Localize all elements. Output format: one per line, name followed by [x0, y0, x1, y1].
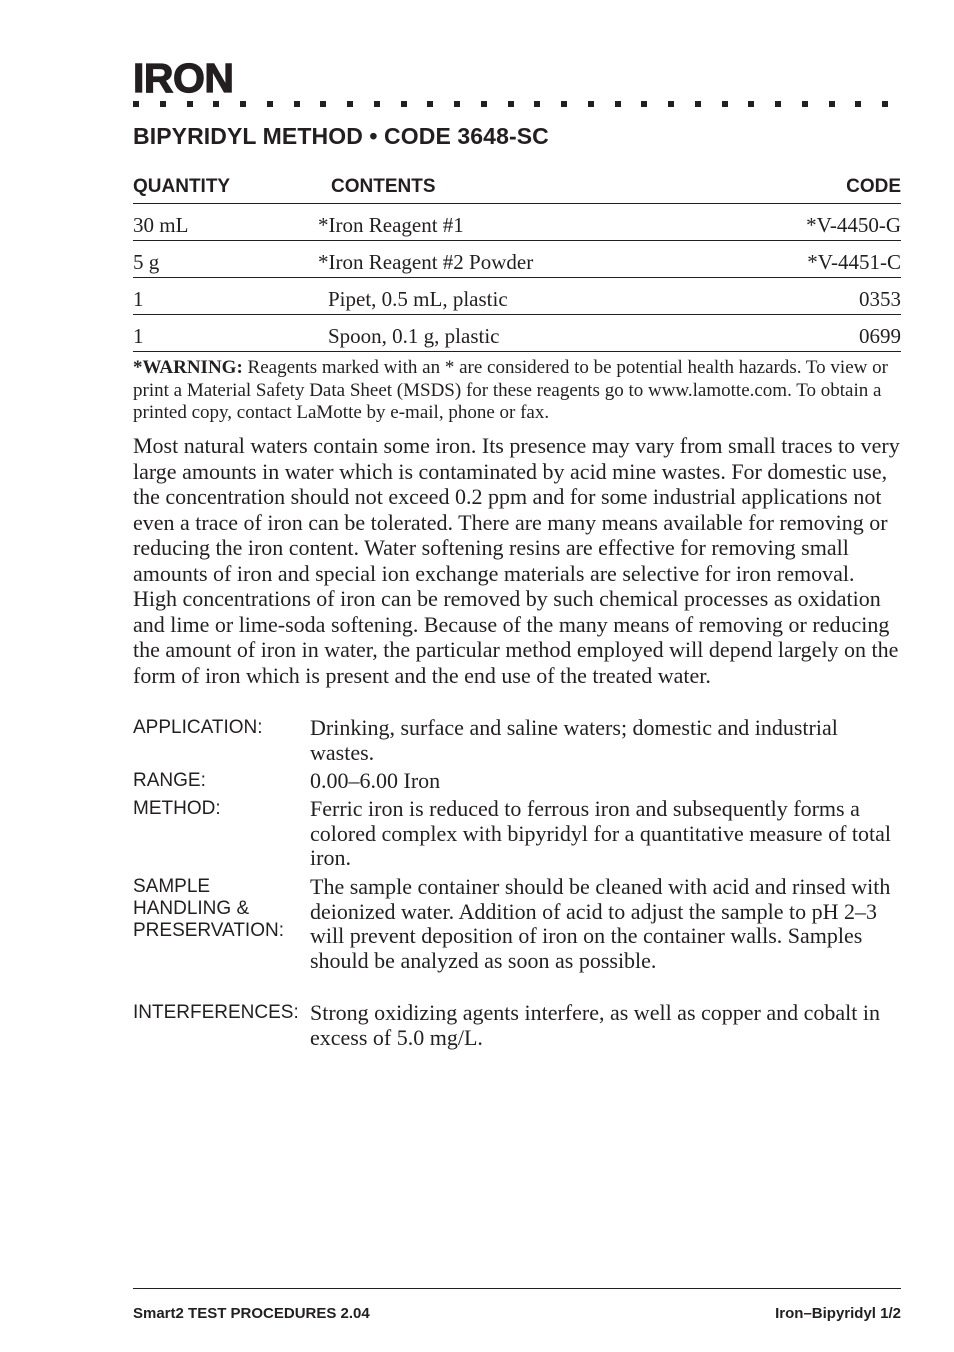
contents-table — [133, 175, 901, 352]
cell-code: 0699 — [859, 324, 901, 348]
divider-dot — [802, 101, 808, 107]
cell-code: *V-4451-C — [807, 250, 901, 274]
divider-dot — [722, 101, 728, 107]
divider-dot — [534, 101, 540, 107]
spec-value: The sample container should be cleaned with acid and rinsed with deionized water. Addition of acid to adjust the sample to pH 2–3 will prevent deposition of iron on the container walls. Samples should be analyzed as soon as possible. — [310, 874, 891, 973]
table-row — [133, 278, 901, 315]
divider-dot — [240, 101, 246, 107]
intro-paragraph: Most natural waters contain some iron. Its presence may vary from small traces to very large amounts in water which is contaminated by acid mine wastes. For domestic use, the concentration should not exceed 0.2 ppm and for some industrial applications not even a trace of iron can be tolerated. There are many means available for removing or reducing the iron content. Water softening resins are effective for removing small amounts of iron and special ion exchange materials are selective for iron removal. High concentrations of iron can be removed by such chemical processes as oxidation and lime or lime-soda softening. Because of the many means of removing or reducing the amount of iron in water, the particular method employed will depend largely on the form of iron which is present and the end use of the treated water. — [133, 433, 900, 688]
table-row — [133, 241, 901, 278]
divider-dot — [294, 101, 300, 107]
divider-dot — [427, 101, 433, 107]
divider-dot — [695, 101, 701, 107]
table-row — [133, 204, 901, 241]
divider-dot — [187, 101, 193, 107]
warning-text: Reagents marked with an * are considered to be potential health hazards. To view or print a Material Safety Data Sheet (MSDS) for these reagents go to www.lamotte.com. To obtain a printed copy, contact LaMotte by e-mail, phone or fax. — [133, 357, 888, 423]
cell-quantity: 30 mL — [133, 213, 189, 237]
table-row — [133, 315, 901, 352]
cell-contents: Spoon, 0.1 g, plastic — [328, 324, 500, 348]
divider-dot — [454, 101, 460, 107]
table-header — [133, 175, 901, 204]
cell-code: 0353 — [859, 287, 901, 311]
divider-dot — [775, 101, 781, 107]
warning-label: *WARNING: — [133, 357, 243, 378]
divider-dot — [320, 101, 326, 107]
divider-dot — [508, 101, 514, 107]
spec-value: Ferric iron is reduced to ferrous iron and subsequently forms a colored complex with bipyridyl for a quantitative measure of total iron. — [310, 796, 891, 870]
divider-dot — [561, 101, 567, 107]
cell-quantity: 1 — [133, 287, 144, 311]
divider-dot — [588, 101, 594, 107]
spec-label: APPLICATION: — [133, 717, 263, 738]
document-page — [133, 0, 901, 1352]
footer-right: Iron–Bipyridyl 1/2 — [775, 1305, 901, 1322]
header-code: CODE — [846, 176, 901, 197]
cell-quantity: 5 g — [133, 250, 160, 274]
spec-label: INTERFERENCES: — [133, 1002, 299, 1023]
divider-dot — [160, 101, 166, 107]
safety-warning — [133, 357, 903, 425]
divider-dot — [615, 101, 621, 107]
header-quantity: QUANTITY — [133, 176, 231, 197]
divider-dot — [748, 101, 754, 107]
cell-contents: *Iron Reagent #2 Powder — [318, 250, 534, 274]
divider-dot — [829, 101, 835, 107]
cell-code: *V-4450-G — [806, 213, 901, 237]
cell-contents: Pipet, 0.5 mL, plastic — [328, 287, 508, 311]
header-contents: CONTENTS — [331, 176, 436, 197]
spec-label: RANGE: — [133, 770, 206, 791]
page-title: IRON — [133, 55, 234, 101]
divider-dot — [374, 101, 380, 107]
spec-value: 0.00–6.00 Iron — [310, 768, 441, 793]
cell-contents: *Iron Reagent #1 — [318, 213, 464, 237]
divider-dot — [213, 101, 219, 107]
divider-dot — [133, 101, 139, 107]
divider-dot — [401, 101, 407, 107]
divider-dot — [481, 101, 487, 107]
divider-dot — [668, 101, 674, 107]
spec-value: Drinking, surface and saline waters; domestic and industrial wastes. — [310, 715, 838, 765]
divider-dot — [267, 101, 273, 107]
footer-divider — [133, 1288, 901, 1289]
cell-quantity: 1 — [133, 324, 144, 348]
divider-dot — [347, 101, 353, 107]
divider-dot — [882, 101, 888, 107]
spec-label: SAMPLE HANDLING & PRESERVATION: — [133, 876, 284, 941]
divider-dot — [855, 101, 861, 107]
spec-value: Strong oxidizing agents interfere, as well as copper and cobalt in excess of 5.0 mg/L. — [310, 1000, 880, 1050]
divider-dot — [641, 101, 647, 107]
spec-label: METHOD: — [133, 798, 221, 819]
method-subtitle: BIPYRIDYL METHOD • CODE 3648-SC — [133, 123, 549, 149]
footer-left: Smart2 TEST PROCEDURES 2.04 — [133, 1305, 370, 1322]
dotted-divider — [133, 101, 888, 107]
